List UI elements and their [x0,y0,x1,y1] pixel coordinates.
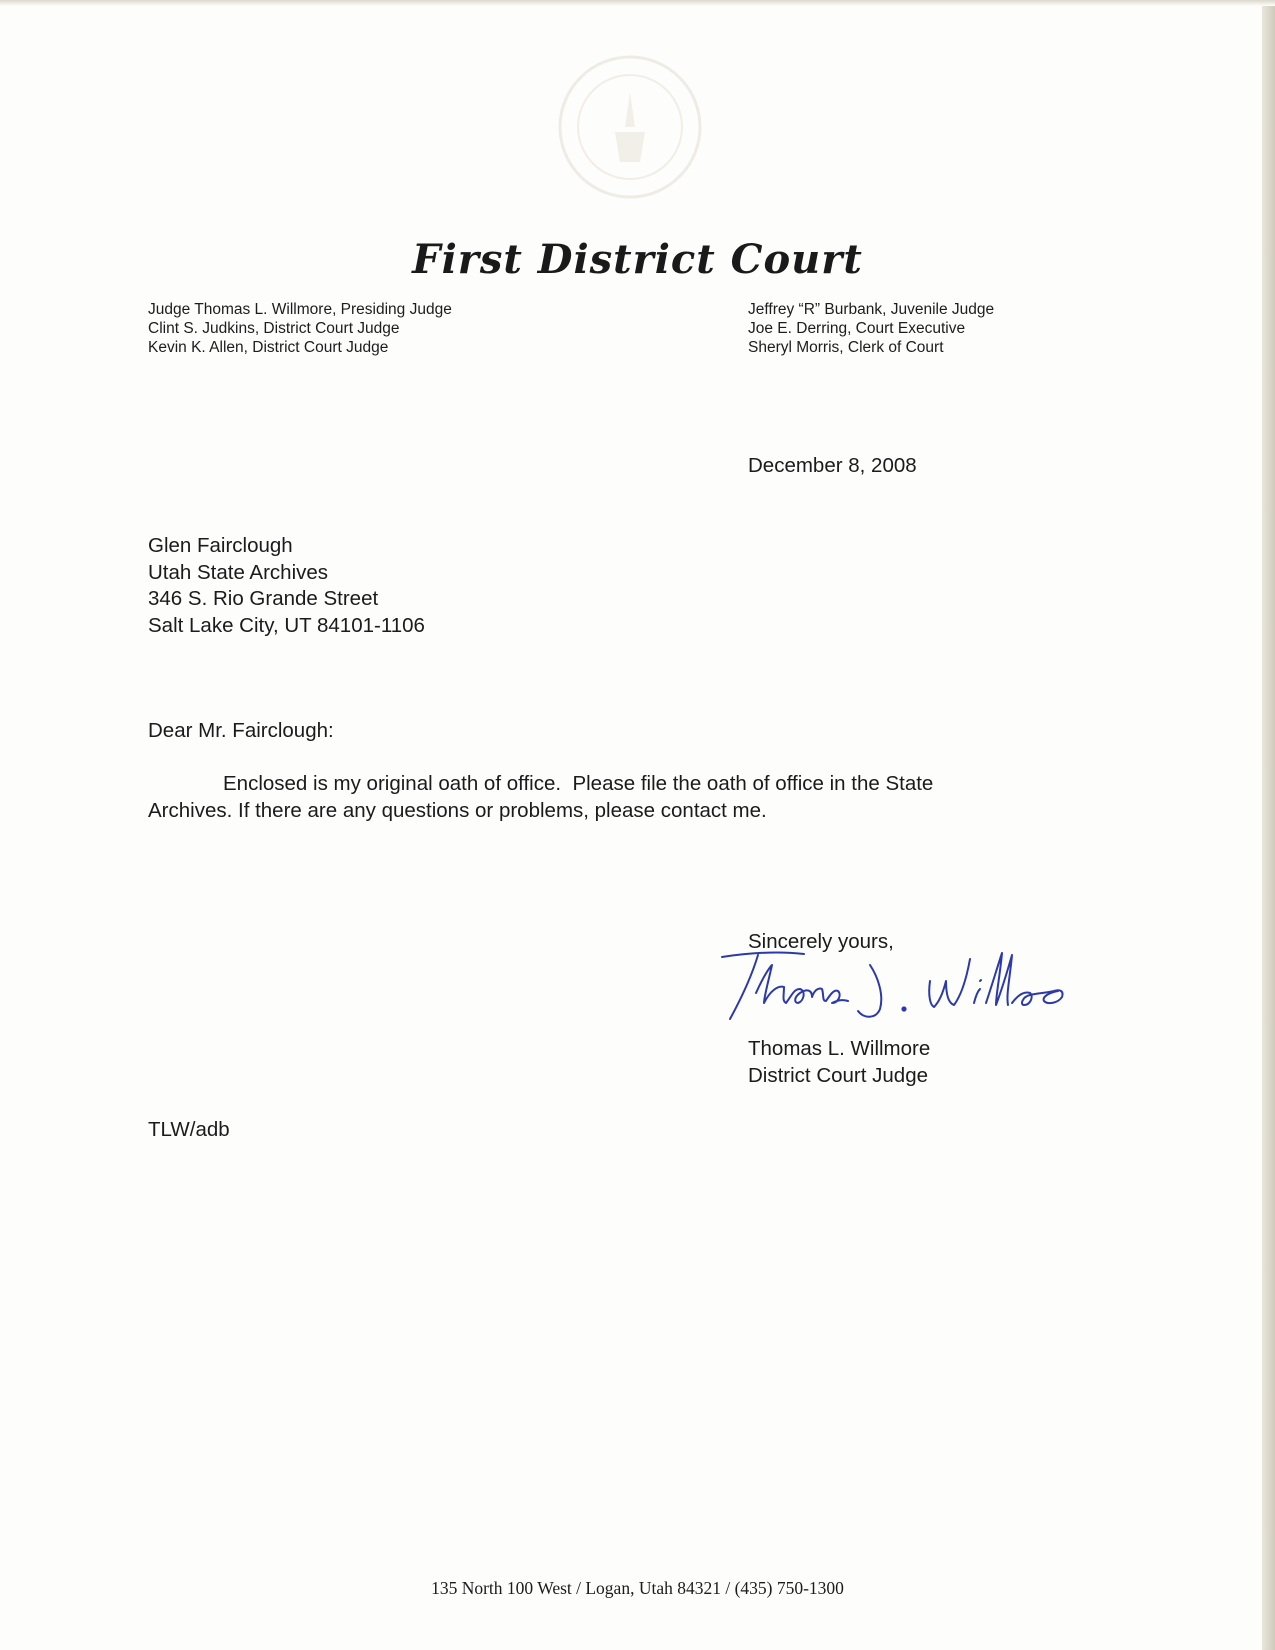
body-line: Archives. If there are any questions or problems, please contact me. [148,798,767,822]
staff-entry: Kevin K. Allen, District Court Judge [148,339,389,356]
recipient-line: Salt Lake City, UT 84101-1106 [148,613,425,637]
staff-entry: Judge Thomas L. Willmore, Presiding Judge [148,301,452,318]
recipient-line: 346 S. Rio Grande Street [148,587,379,610]
page-top-edge [0,0,1275,6]
signer-title: District Court Judge [748,1063,929,1087]
signer-name: Thomas L. Willmore [748,1037,931,1060]
embossed-seal [555,52,705,202]
staff-entry: Sheryl Morris, Clerk of Court [748,339,944,356]
recipient-line: Glen Fairclough [148,534,293,557]
recipient-address [148,533,425,639]
staff-list-left [148,300,452,357]
salutation: Dear Mr. Fairclough: [148,719,334,742]
staff-entry: Jeffrey “R” Burbank, Juvenile Judge [748,301,995,318]
recipient-line: Utah State Archives [148,560,329,584]
staff-entry: Clint S. Judkins, District Court Judge [148,320,400,337]
staff-entry: Joe E. Derring, Court Executive [748,320,966,337]
handwritten-signature [708,945,1073,1025]
letter-date: December 8, 2008 [748,454,917,477]
footer-address: 135 North 100 West / Logan, Utah 84321 / (435) 750-1300 [431,1578,844,1598]
body-line: Enclosed is my original oath of office. Please file the oath of office in the State [223,772,934,795]
body-paragraph [148,771,1038,824]
typist-initials: TLW/adb [148,1118,230,1141]
closing: Sincerely yours, [748,930,894,953]
court-name-heading: First District Court [412,236,863,283]
signer-block [748,1036,930,1089]
staff-list-right [748,300,994,357]
